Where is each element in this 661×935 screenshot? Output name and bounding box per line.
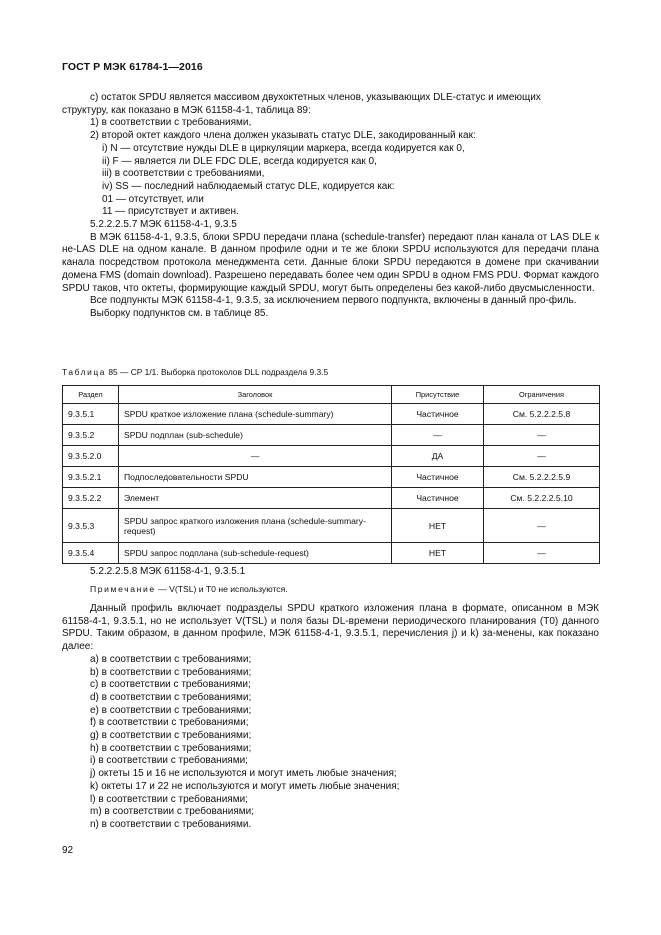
table-cell: — (484, 509, 600, 543)
list-item: b) в соответствии с требованиями; (90, 666, 252, 678)
paragraph: Все подпункты МЭК 61158-4-1, 9.3.5, за исключением первого подпункта, включены в данный про-филь. (90, 295, 577, 307)
table-cell: Подпоследовательности SPDU (119, 467, 392, 488)
paragraph: Выборку подпунктов см. в таблице 85. (90, 307, 269, 319)
section-heading-block (62, 566, 599, 579)
list-item: g) в соответствии с требованиями; (90, 730, 252, 742)
table-cell: — (484, 543, 600, 564)
table-cell: См. 5.2.2.2.5.10 (484, 488, 600, 509)
list-item: m) в соответствии с требованиями; (90, 806, 255, 818)
table-cell: SPDU запрос краткого изложения плана (schedule-summary-request) (119, 509, 392, 543)
table-caption (62, 367, 328, 377)
note-label: Примечание (90, 584, 156, 594)
section-heading: 5.2.2.2.5.7 МЭК 61158-4-1, 9.3.5 (90, 219, 237, 231)
list-item: i) в соответствии с требованиями; (90, 755, 248, 767)
list-item-c: c) остаток SPDU является массивом двухоктетных членов, указывающих DLE-статус и имеющих (90, 92, 541, 103)
table-cell: — (392, 425, 484, 446)
table-cell: См. 5.2.2.2.5.8 (484, 404, 600, 425)
paragraph: В МЭК 61158-4-1, 9.3.5, блоки SPDU передачи плана (schedule-transfer) передают план канала от LAS DLE к не-LAS DLE на одном канале. В данном профиле одни и те же блоки SPDU используются для передачи плана канала посредством протокола менеджмента сети. Данные блоки SPDU передаются в домене при скачивании домена FMS (domain download). Разрешено передавать более чем один SPDU в одном FMS PDU. Формат каждого SPDU таков, что октеты, формирующие каждый SPDU, могут быть определены без какой-либо двусмысленности. (62, 231, 599, 294)
list-item: f) в соответствии с требованиями; (90, 717, 249, 729)
column-header: Ограничения (484, 386, 600, 404)
list-item: j) октеты 15 и 16 не используются и могут иметь любые значения; (90, 768, 397, 780)
section-heading: 5.2.2.2.5.8 МЭК 61158-4-1, 9.3.5.1 (90, 566, 246, 577)
table-cell: 9.3.5.4 (63, 543, 119, 564)
table-cell: — (484, 446, 600, 467)
list-item-iv: iv) SS — последний наблюдаемый статус DLE, кодируется как: (102, 180, 395, 192)
document-header: ГОСТ Р МЭК 61784-1—2016 (62, 61, 203, 73)
list-item-2: 2) второй октет каждого члена должен указывать статус DLE, закодированный как: (90, 130, 476, 142)
list-item: e) в соответствии с требованиями; (90, 704, 252, 716)
paragraph: Данный профиль включает подразделы SPDU краткого изложения плана в формате, описанном в МЭК 61158-4-1, 9.3.5.1, но не использует V(TSL) и поля базы DL-времени периодического планирования (T0) данного SPDU. Таким образом, в данном профиле, МЭК 61158-4-1, 9.3.5.1, перечисления j) и k) за-менены, как показано далее: (62, 603, 599, 653)
table-cell: ДА (392, 446, 484, 467)
after-block (62, 603, 599, 832)
list-item: h) в соответствии с требованиями; (90, 742, 252, 754)
table-cell: Частичное (392, 488, 484, 509)
table-row (63, 446, 600, 467)
table-cell: НЕТ (392, 509, 484, 543)
list-item-i: i) N — отсутствие нужды DLE в циркуляции маркера, всегда кодируется как 0, (102, 142, 465, 154)
protocol-table (62, 385, 600, 564)
table-cell: Частичное (392, 467, 484, 488)
table-cell: 9.3.5.2.1 (63, 467, 119, 488)
table-caption-prefix: Таблица (62, 367, 107, 377)
table-cell: SPDU краткое изложение плана (schedule-summary) (119, 404, 392, 425)
intro-block (62, 92, 599, 321)
table-cell: НЕТ (392, 543, 484, 564)
list-item: d) в соответствии с требованиями; (90, 691, 252, 703)
table-row (63, 404, 600, 425)
note-text: — V(TSL) и T0 не используются. (155, 584, 288, 594)
table-row (63, 425, 600, 446)
table-cell: Элемент (119, 488, 392, 509)
list-item: k) октеты 17 и 22 не используются и могут иметь любые значения; (90, 780, 400, 792)
column-header: Раздел (63, 386, 119, 404)
page-number: 92 (62, 845, 74, 856)
table-cell: 9.3.5.2.2 (63, 488, 119, 509)
table-cell: 9.3.5.3 (63, 509, 119, 543)
list-item-ii: ii) F — является ли DLE FDC DLE, всегда кодируется как 0, (102, 155, 377, 167)
table-row (63, 467, 600, 488)
table-cell: SPDU подплан (sub-schedule) (119, 425, 392, 446)
column-header: Заголовок (119, 386, 392, 404)
table-cell: — (484, 425, 600, 446)
list-item: n) в соответствии с требованиями. (90, 818, 252, 830)
column-header: Присутствие (392, 386, 484, 404)
table-row (63, 543, 600, 564)
code-11: 11 — присутствует и активен. (102, 206, 239, 218)
table-cell: 9.3.5.2.0 (63, 446, 119, 467)
table-cell: См. 5.2.2.2.5.9 (484, 467, 600, 488)
table-cell: Частичное (392, 404, 484, 425)
note (90, 584, 288, 594)
table-cell: 9.3.5.1 (63, 404, 119, 425)
list-item-1: 1) в соответствии с требованиями, (90, 117, 252, 129)
table-row (63, 488, 600, 509)
code-01: 01 — отсутствует, или (102, 193, 204, 205)
table-cell: SPDU запрос подплана (sub-schedule-request) (119, 543, 392, 564)
list-item-c-cont: структуру, как показано в МЭК 61158-4-1, таблица 89: (62, 104, 311, 116)
list-item: l) в соответствии с требованиями; (90, 793, 248, 805)
table-caption-text: 85 — СР 1/1. Выборка протоколов DLL подраздела 9.3.5 (106, 367, 329, 377)
table-row (63, 509, 600, 543)
list-item-iii: iii) в соответствии с требованиями, (102, 168, 265, 180)
table-cell: 9.3.5.2 (63, 425, 119, 446)
list-item: a) в соответствии с требованиями; (90, 653, 252, 665)
table-cell: — (119, 446, 392, 467)
list-item: c) в соответствии с требованиями; (90, 679, 251, 691)
